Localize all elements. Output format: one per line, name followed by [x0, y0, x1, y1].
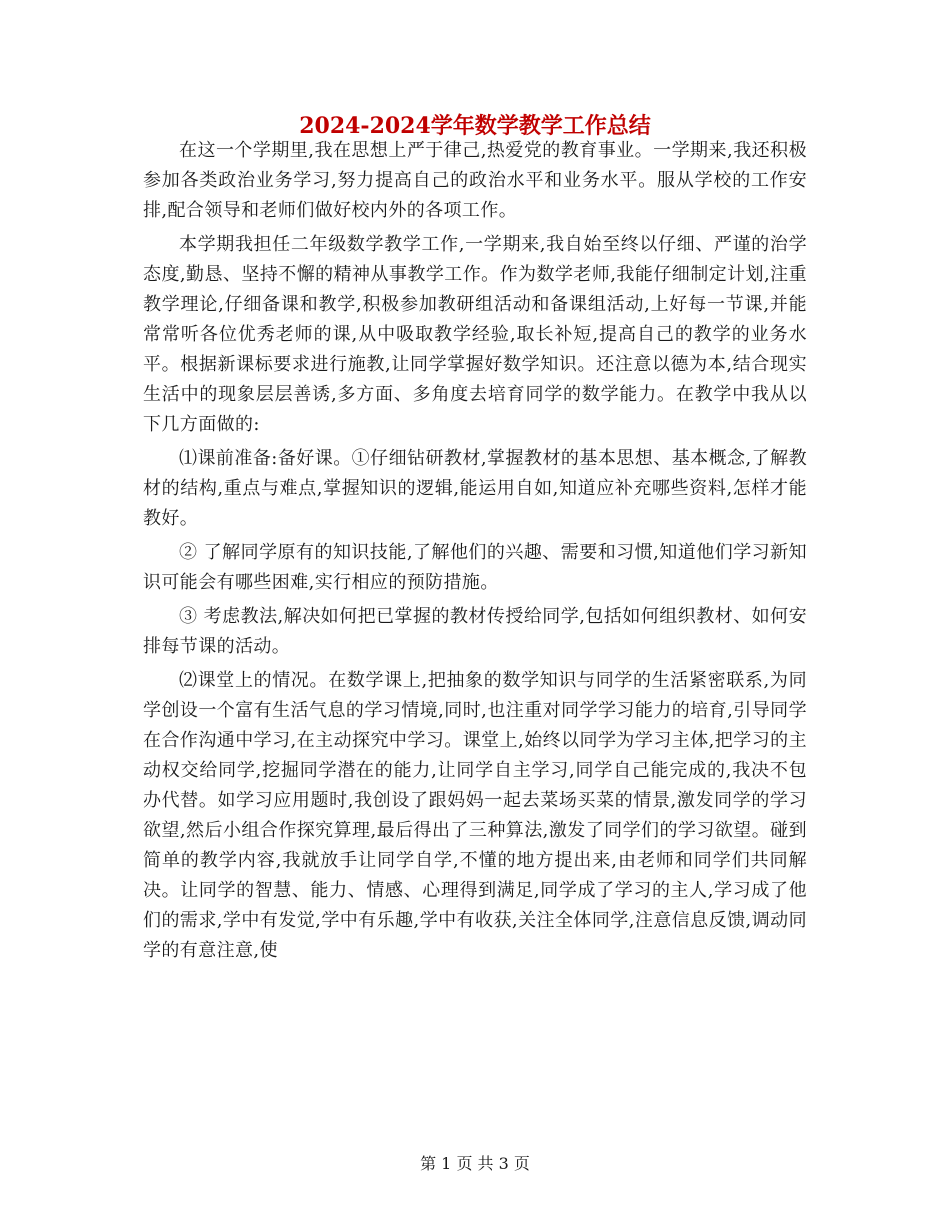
paragraph-classroom: ⑵课堂上的情况。在数学课上,把抽象的数学知识与同学的生活紧密联系,为同学创设一个富有生活气息的学习情境,同时,也注重对同学学习能力的培育,引导同学在合作沟通中学习,在主动探究中学习。课堂上,始终以同学为学习主体,把学习的主动权交给同学,挖掘同学潜在的能力,让同学自主学习,同学自己能完成的,我决不包办代替。如学习应用题时,我创设了跟妈妈一起去菜场买菜的情景,激发同学的学习欲望,然后小组合作探究算理,最后得出了三种算法,激发了同学们的学习欲望。碰到简单的教学内容,我就放手让同学自学,不懂的地方提出来,由老师和同学们共同解决。让同学的智慧、能力、情感、心理得到满足,同学成了学习的主人,学习成了他们的需求,学中有发觉,学中有乐趣,学中有收获,关注全体同学,注意信息反馈,调动同学的有意注意,使: [143, 670, 807, 961]
paragraph-preparation: ⑴课前准备:备好课。①仔细钻研教材,掌握教材的基本思想、基本概念,了解教材的结构,重点与难点,掌握知识的逻辑,能运用自如,知道应补充哪些资料,怎样才能教好。: [143, 448, 807, 529]
paragraph-understand-students: ② 了解同学原有的知识技能,了解他们的兴趣、需要和习惯,知道他们学习新知识可能会有哪些困难,实行相应的预防措施。: [143, 542, 807, 593]
document-body: [143, 136, 807, 970]
paragraph-teaching-method: ③ 考虑教法,解决如何把已掌握的教材传授给同学,包括如何组织教材、如何安排每节课的活动。: [143, 606, 807, 657]
paragraph-teaching-work: 本学期我担任二年级数学教学工作,一学期来,我自始至终以仔细、严谨的治学态度,勤恳、坚持不懈的精神从事教学工作。作为数学老师,我能仔细制定计划,注重教学理论,仔细备课和教学,积极参加教研组活动和备课组活动,上好每一节课,并能常常听各位优秀老师的课,从中吸取教学经验,取长补短,提高自己的教学的业务水平。根据新课标要求进行施教,让同学掌握好数学知识。还注意以德为本,结合现实生活中的现象层层善诱,多方面、多角度去培育同学的数学能力。在教学中我从以下几方面做的:: [143, 234, 807, 435]
document-title: 2024-2024学年数学教学工作总结: [299, 113, 651, 139]
page-footer: 第 1 页 共 3 页: [420, 1154, 530, 1173]
paragraph-intro: 在这一个学期里,我在思想上严于律己,热爱党的教育事业。一学期来,我还积极参加各类政治业务学习,努力提高自己的政治水平和业务水平。服从学校的工作安排,配合领导和老师们做好校内外的各项工作。: [143, 140, 807, 221]
